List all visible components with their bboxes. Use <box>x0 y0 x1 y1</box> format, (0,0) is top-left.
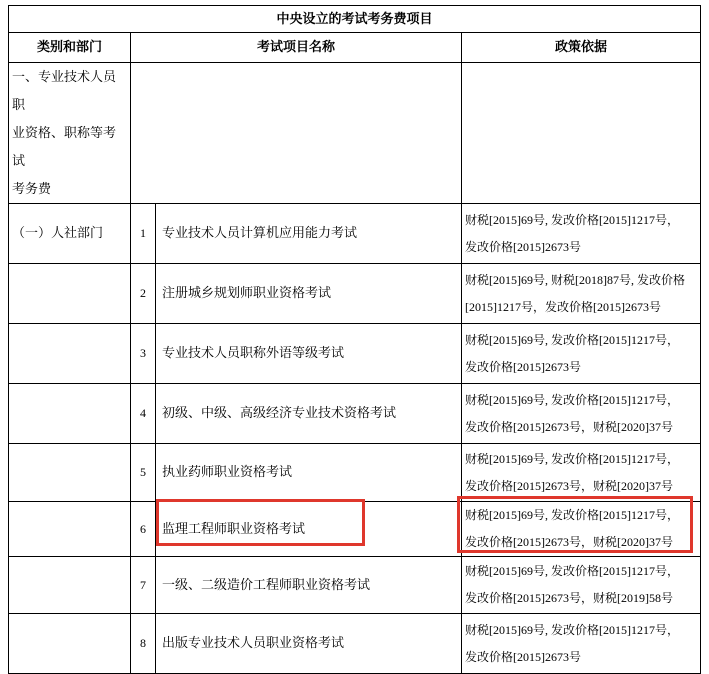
department-empty-cell <box>9 614 131 674</box>
section-empty-policy-cell <box>462 63 701 204</box>
policy-line1: 财税[2015]69号, 发改价格[2015]1217号， <box>465 451 679 466</box>
table-title: 中央设立的考试考务费项目 <box>9 6 701 33</box>
section-label-line3: 考务费 <box>12 181 52 196</box>
row-number: 7 <box>131 557 156 614</box>
policy-reference <box>462 557 701 614</box>
exam-name: 注册城乡规划师职业资格考试 <box>156 264 462 324</box>
policy-line2: 发改价格[2015]2673号 <box>465 359 581 374</box>
row-number: 1 <box>131 204 156 264</box>
policy-line2: 发改价格[2015]2673号 <box>465 239 581 254</box>
policy-line2: [2015]1217号，发改价格[2015]2673号 <box>465 299 661 314</box>
department-empty-cell <box>9 557 131 614</box>
policy-line1: 财税[2015]69号, 发改价格[2015]1217号， <box>465 212 679 227</box>
row-number: 2 <box>131 264 156 324</box>
policy-reference <box>462 384 701 444</box>
col-header-exam: 考试项目名称 <box>131 33 462 63</box>
row-number: 8 <box>131 614 156 674</box>
department-label: （一）人社部门 <box>9 204 131 264</box>
policy-reference <box>462 502 701 557</box>
header-row <box>9 33 701 63</box>
section-label <box>9 63 131 204</box>
policy-line2: 发改价格[2015]2673号，财税[2020]37号 <box>465 478 673 493</box>
table-row <box>9 614 701 674</box>
policy-line1: 财税[2015]69号, 发改价格[2015]1217号， <box>465 622 679 637</box>
section-empty-exam-cell <box>131 63 462 204</box>
title-row <box>9 6 701 33</box>
row-number: 6 <box>131 502 156 557</box>
row-number: 5 <box>131 444 156 502</box>
section-row <box>9 63 701 204</box>
table-row-highlighted <box>9 557 701 614</box>
section-label-line1: 一、专业技术人员职 <box>12 69 117 112</box>
row-number: 3 <box>131 324 156 384</box>
col-header-category: 类别和部门 <box>9 33 131 63</box>
exam-name: 出版专业技术人员职业资格考试 <box>156 614 462 674</box>
policy-reference <box>462 204 701 264</box>
table-row <box>9 502 701 557</box>
exam-name: 专业技术人员职称外语等级考试 <box>156 324 462 384</box>
policy-line2: 发改价格[2015]2673号，财税[2020]37号 <box>465 419 673 434</box>
row-number: 4 <box>131 384 156 444</box>
policy-line1: 财税[2015]69号, 发改价格[2015]1217号， <box>465 564 679 578</box>
policy-line2: 发改价格[2015]2673号 <box>465 649 581 664</box>
table-row <box>9 204 701 264</box>
policy-line1: 财税[2015]69号, 财税[2018]87号, 发改价格 <box>465 272 685 287</box>
fee-table <box>8 5 701 674</box>
department-empty-cell <box>9 264 131 324</box>
exam-name: 一级、二级造价工程师职业资格考试 <box>156 557 462 614</box>
policy-reference <box>462 614 701 674</box>
policy-line1: 财税[2015]69号, 发改价格[2015]1217号， <box>465 508 679 522</box>
table-row <box>9 264 701 324</box>
department-empty-cell <box>9 444 131 502</box>
table-row <box>9 324 701 384</box>
policy-reference <box>462 324 701 384</box>
department-empty-cell <box>9 384 131 444</box>
col-header-policy: 政策依据 <box>462 33 701 63</box>
exam-name: 执业药师职业资格考试 <box>156 444 462 502</box>
policy-reference <box>462 264 701 324</box>
policy-line1: 财税[2015]69号, 发改价格[2015]1217号， <box>465 392 679 407</box>
table-row <box>9 444 701 502</box>
policy-line1: 财税[2015]69号, 发改价格[2015]1217号， <box>465 332 679 347</box>
section-label-line2: 业资格、职称等考试 <box>12 125 117 168</box>
policy-reference <box>462 444 701 502</box>
exam-name: 监理工程师职业资格考试 <box>156 502 462 557</box>
table-row <box>9 384 701 444</box>
policy-line2: 发改价格[2015]2673号，财税[2020]37号 <box>465 535 673 549</box>
policy-line2: 发改价格[2015]2673号，财税[2019]58号 <box>465 591 673 605</box>
department-empty-cell <box>9 502 131 557</box>
exam-name: 专业技术人员计算机应用能力考试 <box>156 204 462 264</box>
exam-name: 初级、中级、高级经济专业技术资格考试 <box>156 384 462 444</box>
department-empty-cell <box>9 324 131 384</box>
